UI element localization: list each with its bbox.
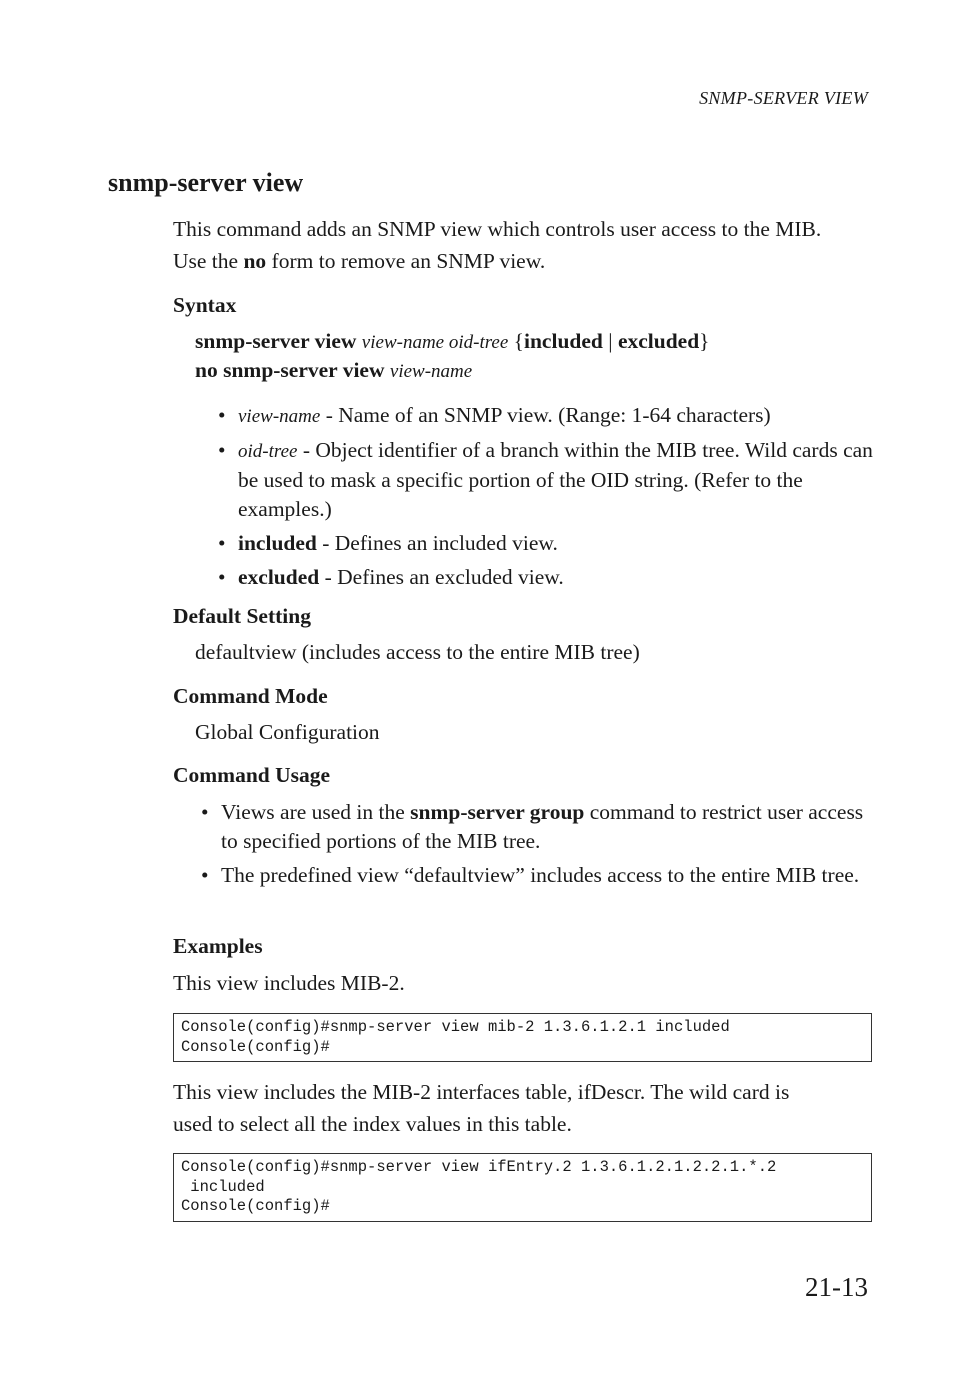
usage-list bbox=[221, 798, 873, 895]
syntax-separator: | bbox=[608, 329, 613, 353]
syntax-option: included bbox=[524, 329, 603, 353]
usage-text: command to restrict user access to specified portions of the MIB tree. bbox=[221, 800, 864, 853]
command-usage-heading: Command Usage bbox=[173, 763, 331, 787]
list-item bbox=[238, 436, 873, 524]
syntax-line-1 bbox=[195, 329, 710, 354]
page-title: snmp-server view bbox=[108, 168, 304, 197]
intro-paragraph bbox=[173, 214, 873, 277]
param-desc: - Object identifier of a branch within the MIB tree. Wild cards can be used to mask a specific portion of the OID string. (Refer to the examples.) bbox=[238, 438, 873, 521]
page-number: 21-13 bbox=[805, 1272, 868, 1302]
example-2-line-2: used to select all the index values in this table. bbox=[173, 1111, 572, 1136]
intro-line-1: This command adds an SNMP view which controls user access to the MIB. bbox=[173, 217, 822, 241]
default-setting-heading: Default Setting bbox=[173, 604, 311, 628]
list-item bbox=[238, 401, 873, 431]
code-block-1: Console(config)#snmp-server view mib-2 1.3.6.1.2.1 included Console(config)# bbox=[173, 1013, 872, 1062]
examples-heading: Examples bbox=[173, 934, 263, 958]
syntax-command: no snmp-server view bbox=[195, 358, 385, 382]
list-item bbox=[221, 861, 873, 890]
example-2-line-1: This view includes the MIB-2 interfaces table, ifDescr. The wild card is bbox=[173, 1080, 790, 1104]
code-block-2: Console(config)#snmp-server view ifEntry.2 1.3.6.1.2.1.2.2.1.*.2 included Console(config)# bbox=[173, 1153, 872, 1222]
syntax-command: snmp-server view bbox=[195, 329, 357, 353]
command-mode-text: Global Configuration bbox=[195, 720, 380, 744]
command-mode-heading: Command Mode bbox=[173, 684, 328, 708]
parameter-list bbox=[238, 401, 873, 597]
default-setting-text: defaultview (includes access to the entire MIB tree) bbox=[195, 640, 640, 664]
syntax-option: excluded bbox=[617, 329, 700, 353]
usage-text: Views are used in the bbox=[221, 800, 411, 824]
list-item bbox=[238, 529, 873, 558]
list-item bbox=[238, 563, 873, 592]
param-desc: - Defines an included view. bbox=[316, 531, 558, 555]
syntax-args: view-name oid-tree bbox=[361, 332, 509, 353]
brace-open: { bbox=[513, 329, 524, 353]
usage-text: The predefined view “defaultview” includes access to the entire MIB tree. bbox=[221, 863, 860, 887]
example-1-text: This view includes MIB-2. bbox=[173, 971, 405, 995]
param-desc: - Defines an excluded view. bbox=[319, 565, 564, 589]
param-term: oid-tree bbox=[238, 441, 298, 462]
param-term: excluded bbox=[238, 565, 320, 589]
brace-close: } bbox=[699, 329, 710, 353]
syntax-line-2 bbox=[195, 358, 472, 383]
example-2-text bbox=[173, 1077, 873, 1140]
list-item bbox=[221, 798, 873, 856]
intro-text: form to remove an SNMP view. bbox=[266, 248, 546, 273]
param-term: view-name bbox=[238, 406, 321, 427]
intro-text: Use the bbox=[173, 248, 244, 273]
syntax-args: view-name bbox=[389, 361, 473, 382]
param-desc: - Name of an SNMP view. (Range: 1-64 characters) bbox=[320, 403, 771, 427]
running-header: SNMP-SERVER VIEW bbox=[699, 88, 868, 108]
syntax-heading: Syntax bbox=[173, 293, 237, 317]
intro-line-2 bbox=[173, 246, 873, 278]
param-term: included bbox=[238, 531, 317, 555]
intro-keyword: no bbox=[243, 248, 267, 273]
usage-keyword: snmp-server group bbox=[410, 800, 585, 824]
